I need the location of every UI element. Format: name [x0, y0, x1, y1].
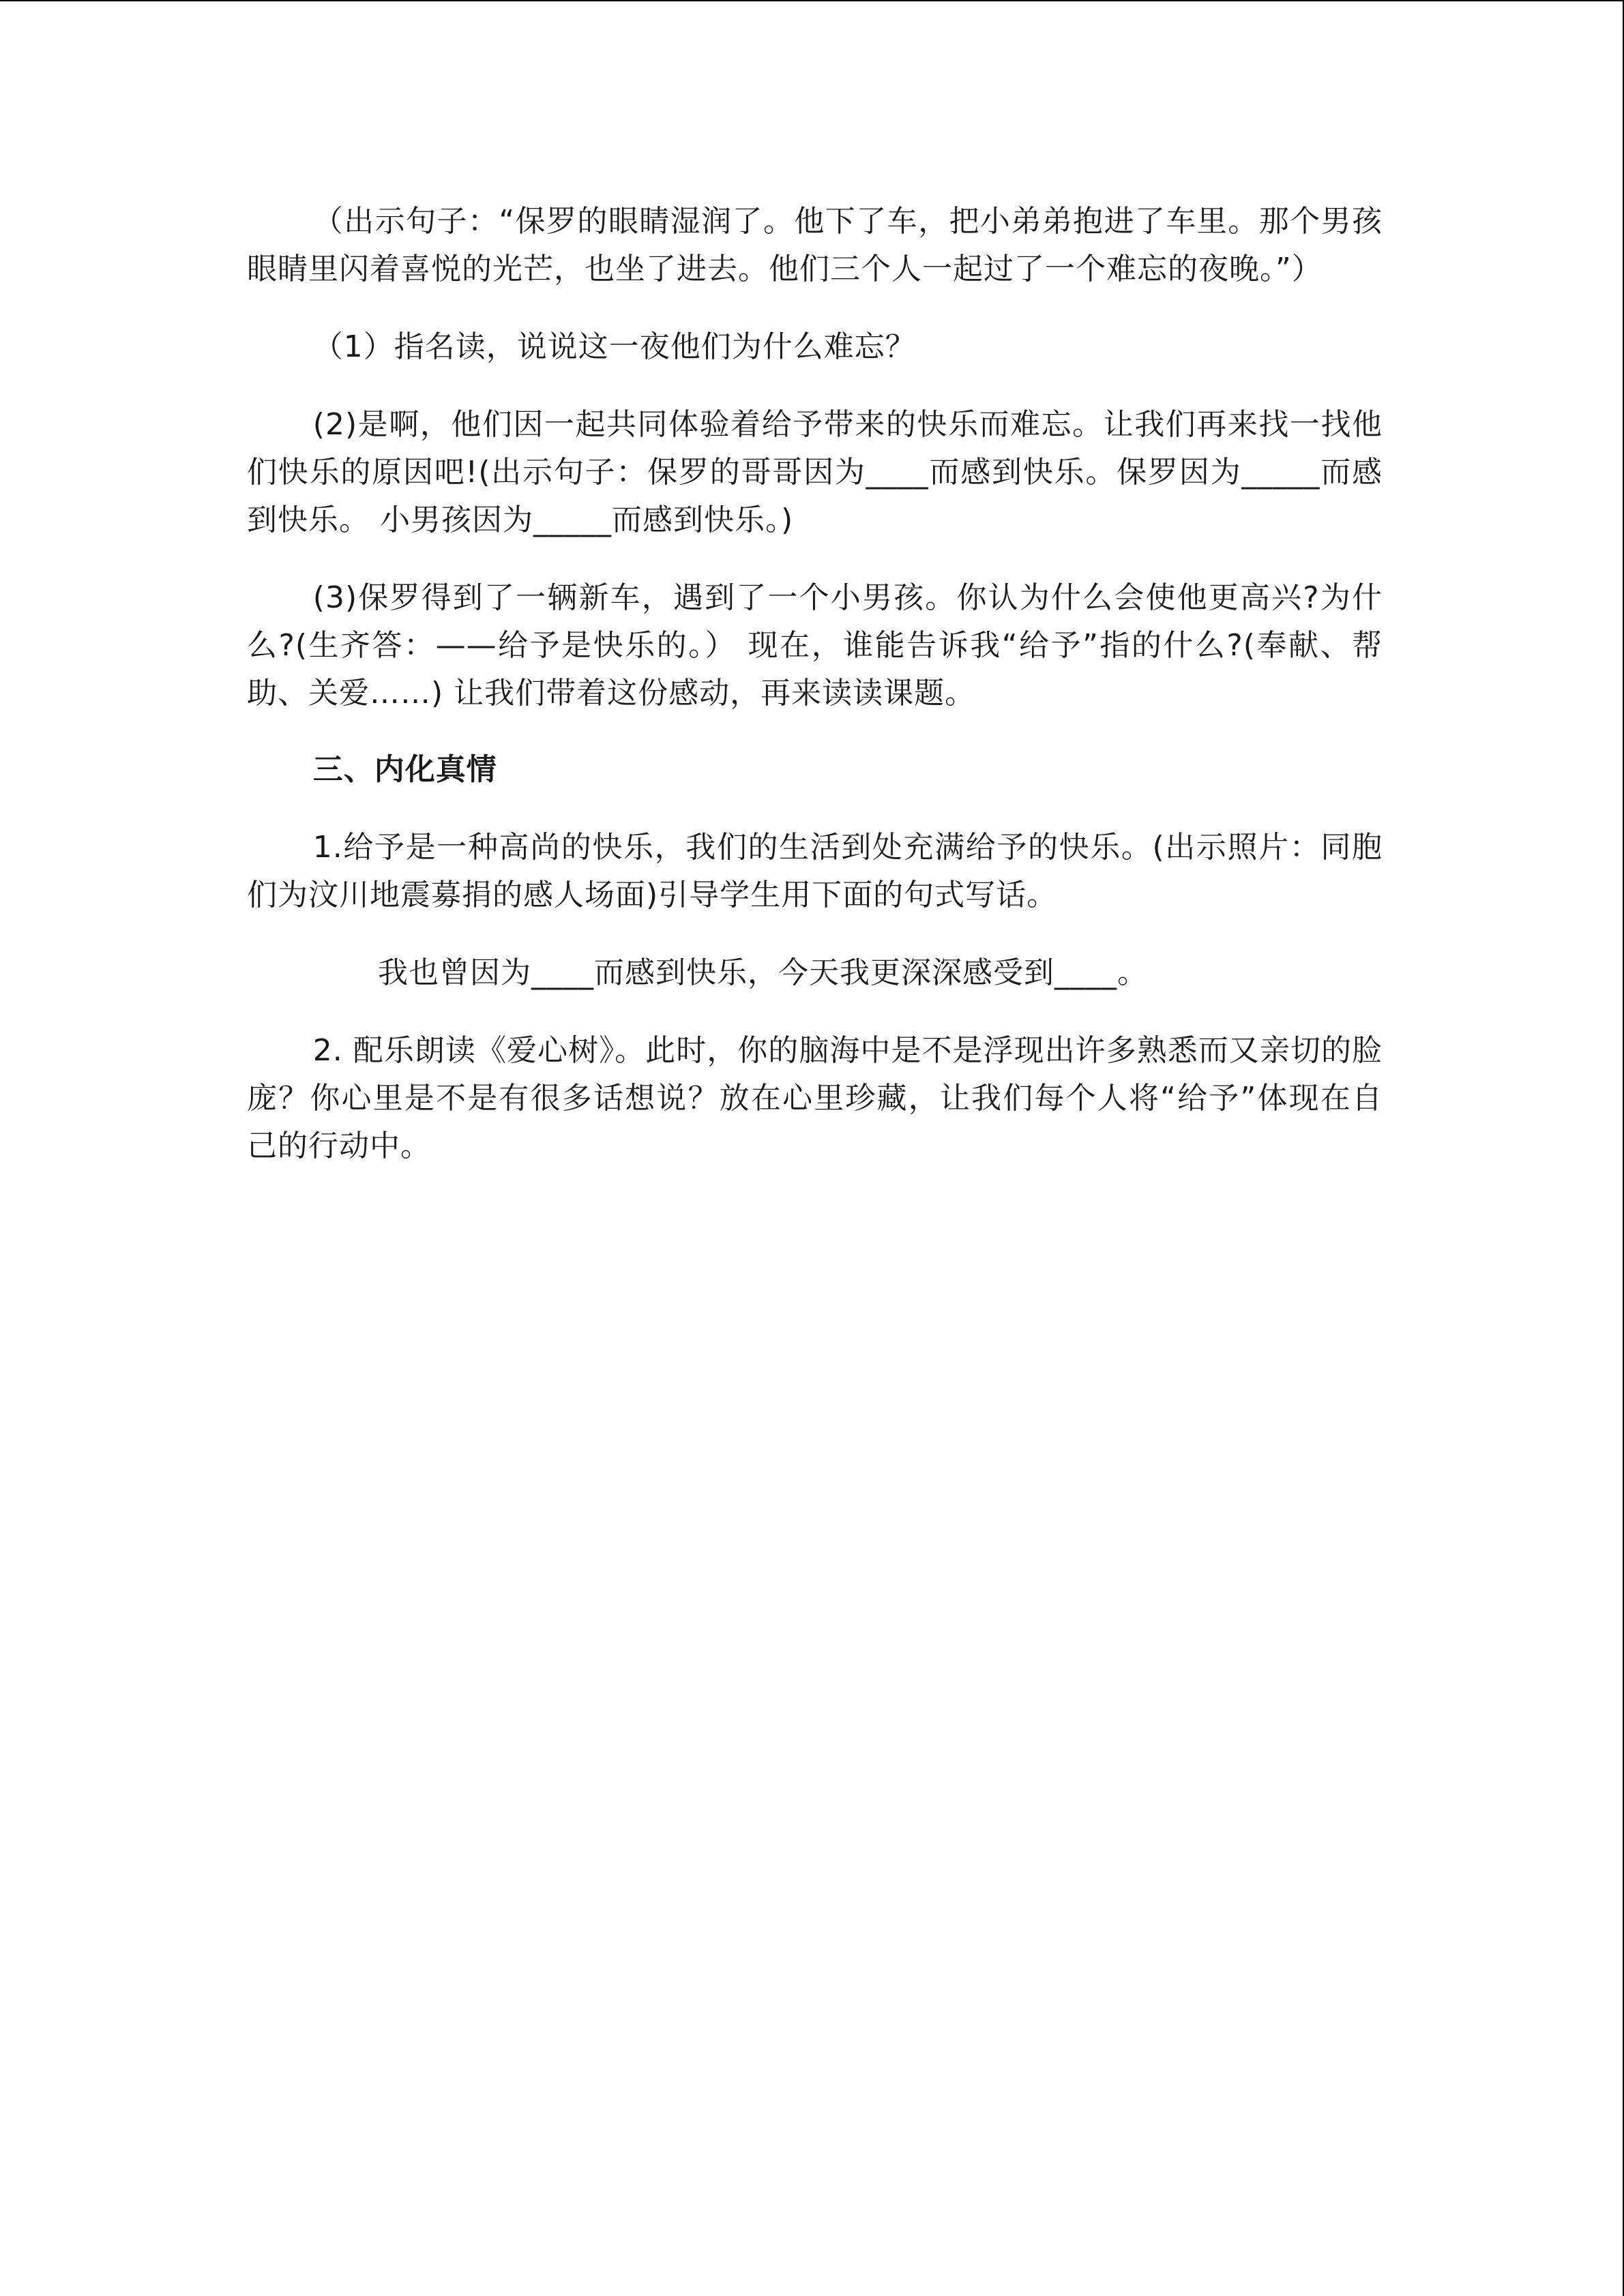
paragraph-item-1: 1.给予是一种高尚的快乐，我们的生活到处充满给予的快乐。(出示照片：同胞们为汶川地震募捐的感人场面)引导学生用下面的句式写话。: [247, 830, 1383, 912]
document-body: [247, 198, 1383, 1170]
section-heading: 三、内化真情: [312, 752, 497, 787]
paragraph-show-sentence: （出示句子：“保罗的眼睛湿润了。他下了车，把小弟弟抱进了车里。那个男孩眼睛里闪着喜悦的光芒，也坐了进去。他们三个人一起过了一个难忘的夜晚。”）: [247, 204, 1383, 286]
paragraph-question-3: (3)保罗得到了一辆新车，遇到了一个小男孩。你认为什么会使他更高兴?为什么?(生齐答：——给予是快乐的。） 现在，谁能告诉我“给予”指的什么?(奉献、帮助、关爱……) 让我们带着这份感动，再来读读课题。: [247, 580, 1383, 711]
paragraph-question-2: (2)是啊，他们因一起共同体验着给予带来的快乐而难忘。让我们再来找一找他们快乐的原因吧!(出示句子：保罗的哥哥因为____而感到快乐。保罗因为_____而感到快乐。 小男孩因为_____而感到快乐。): [247, 407, 1383, 537]
paragraph-question-1: （1）指名读，说说这一夜他们为什么难忘？: [312, 329, 916, 364]
sentence-pattern: 我也曾因为____而感到快乐，今天我更深深感受到____。: [378, 955, 1148, 990]
paragraph-item-2: 2. 配乐朗读《爱心树》。此时，你的脑海中是不是浮现出许多熟悉而又亲切的脸庞？你心里是不是有很多话想说？放在心里珍藏，让我们每个人将“给予”体现在自己的行动中。: [247, 1033, 1383, 1163]
